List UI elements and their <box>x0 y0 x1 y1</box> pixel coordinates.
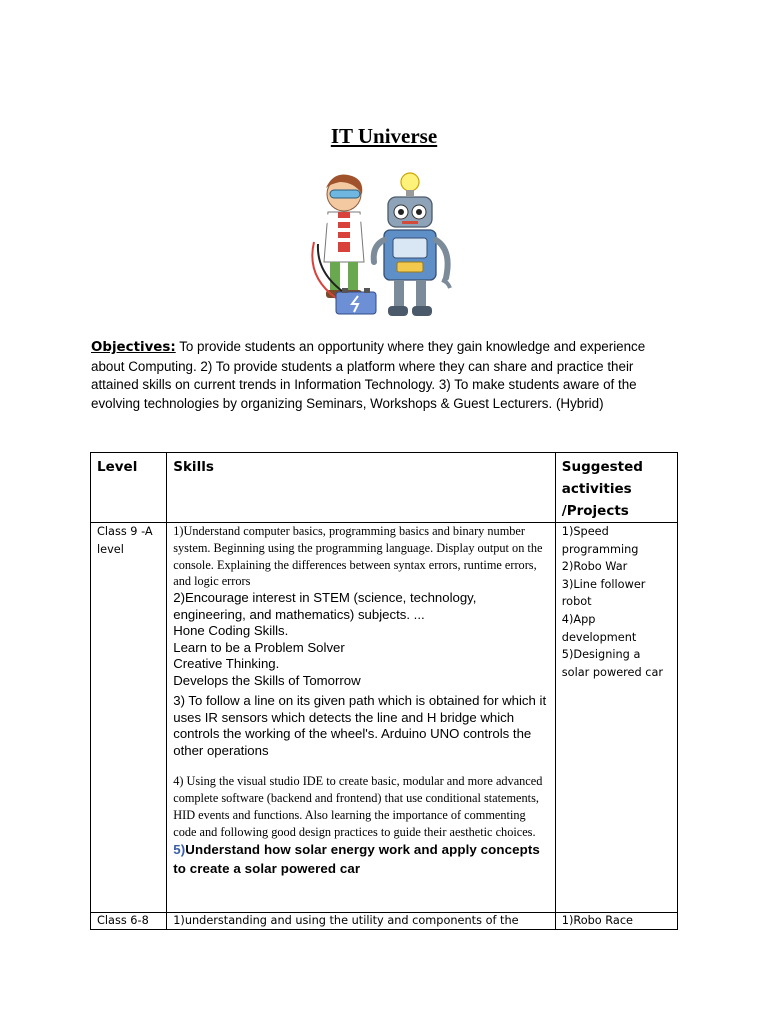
objectives-paragraph <box>91 338 681 413</box>
skill-5 <box>173 840 549 878</box>
skill-2-line: 2)Encourage interest in STEM (science, technology, engineering, and mathematics) subjects. ... <box>173 590 477 622</box>
document-title: IT Universe <box>330 124 438 148</box>
skill-2-line: Creative Thinking. <box>173 656 280 672</box>
activity-item: 4)App development <box>561 612 637 644</box>
header-activities-line1: Suggested <box>561 459 643 475</box>
skills-cell <box>167 523 556 913</box>
table-header-row <box>91 453 678 523</box>
objectives-text: To provide students an opportunity where they gain knowledge and experience about Computing. 2) To provide students a platform where they can share and practice their attained skills on current trends in Information Technology. 3) To make students aware of the evolving technologies by organizing Seminars, Workshops & Guest Lecturers. (Hybrid) <box>91 339 646 411</box>
skills-table <box>90 452 678 930</box>
activities-cell: 1)Robo Race <box>555 913 677 930</box>
skill-5-text: Understand how solar energy work and apply concepts to create a solar powered car <box>173 842 540 877</box>
header-level: Level <box>91 453 167 523</box>
activity-item: 1)Speed programming <box>561 525 639 556</box>
skill-2-line: Learn to be a Problem Solver <box>173 639 345 655</box>
table-row-class9 <box>91 523 678 913</box>
level-cell: Class 9 -A level <box>91 523 167 913</box>
objectives-label: Objectives: <box>91 340 176 355</box>
header-skills: Skills <box>167 453 556 523</box>
activity-item: 5)Designing a solar powered car <box>561 648 664 679</box>
skill-2-line: Hone Coding Skills. <box>173 623 289 639</box>
kid-and-robot-illustration <box>306 166 462 320</box>
activity-item: 2)Robo War <box>561 560 628 574</box>
activities-cell <box>555 523 677 913</box>
skill-1: 1)Understand computer basics, programming basics and binary number system. Beginning using the programming language. Display output on the console. Explaining the differences between syntax errors, runtime errors, and logic errors <box>173 524 543 589</box>
skill-4: 4) Using the visual studio IDE to create basic, modular and more advanced complete software (backend and frontend) that use conditional statements, HID events and functions. Also learning the importance of commenting code and following good design practices to guide their aesthetic choices. <box>173 774 543 839</box>
header-activities-line2: activities <box>561 481 632 497</box>
level-cell: Class 6-8 <box>91 913 167 930</box>
skill-5-number: 5) <box>173 842 186 858</box>
header-activities <box>555 453 677 523</box>
skill-2-line: Develops the Skills of Tomorrow <box>173 672 361 688</box>
header-activities-line3: /Projects <box>561 503 629 519</box>
table-row-class6-8 <box>91 913 678 930</box>
skill-3: 3) To follow a line on its given path which is obtained for which it uses IR sensors which detects the line and H bridge which controls the working of the wheel's. Arduino UNO controls the other operations <box>173 693 547 758</box>
skills-cell: 1)understanding and using the utility and components of the <box>167 913 556 930</box>
activity-item: 3)Line follower robot <box>561 577 646 609</box>
